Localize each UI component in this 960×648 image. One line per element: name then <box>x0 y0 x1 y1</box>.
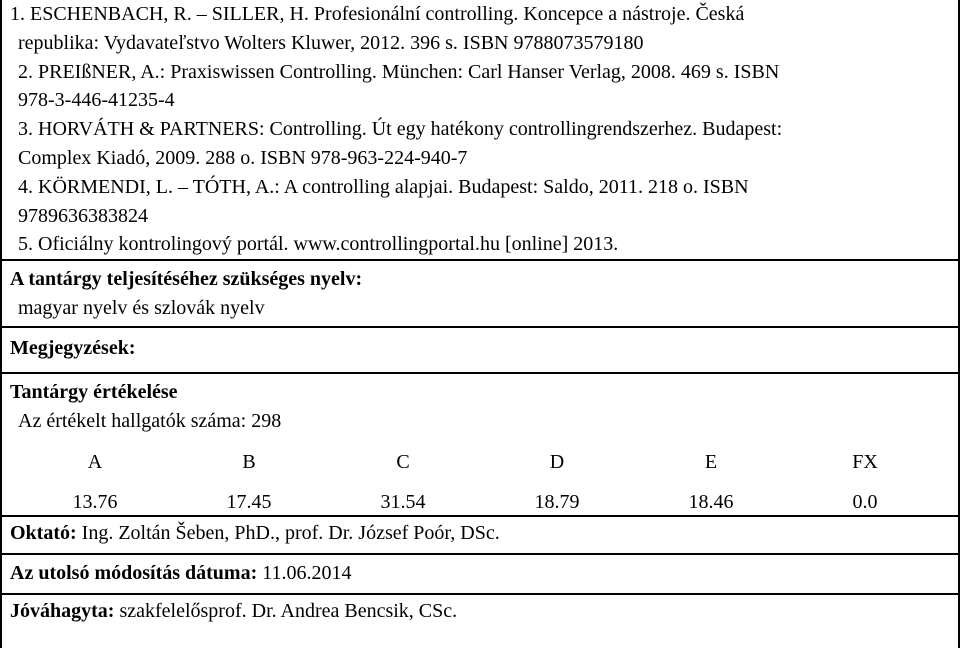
grade-label: C <box>396 450 410 473</box>
grade-label: A <box>87 450 103 473</box>
approved-value: szakfelelősprof. Dr. Andrea Bencsik, CSc. <box>114 600 458 622</box>
approved-label: Jóváhagyta: <box>10 600 115 622</box>
grade-percentage-row <box>10 484 950 520</box>
grade-label: FX <box>852 450 878 473</box>
evaluation-section <box>2 374 958 517</box>
grade-label: B <box>242 450 256 473</box>
literature-line: 3. HORVÁTH & PARTNERS: Controlling. Út egy hatékony controllingrendszerhez. Budapest: <box>18 118 783 141</box>
literature-section <box>2 0 958 261</box>
literature-line: 5. Oficiálny kontrolingový portál. www.controllingportal.hu [online] 2013. <box>18 233 619 256</box>
evaluation-heading: Tantárgy értékelése <box>10 381 178 403</box>
literature-line: 1. ESCHENBACH, R. – SILLER, H. Profesionální controlling. Koncepce a nástroje. Česká <box>10 3 745 25</box>
language-heading: A tantárgy teljesítéséhez szükséges nyelv: <box>10 268 363 290</box>
grade-percentage: 0.0 <box>852 490 878 513</box>
literature-line: 4. KÖRMENDI, L. – TÓTH, A.: A controlling alapjai. Budapest: Saldo, 2011. 218 o. ISBN <box>18 175 749 198</box>
language-value: magyar nyelv és szlovák nyelv <box>18 297 265 319</box>
grade-percentage: 17.45 <box>226 490 272 513</box>
grade-percentage: 31.54 <box>380 490 426 513</box>
teacher-section <box>2 517 958 555</box>
grade-percentage: 13.76 <box>72 490 118 513</box>
grade-percentage: 18.79 <box>534 490 580 513</box>
literature-line: 9789636383824 <box>18 204 148 227</box>
grade-label: D <box>549 450 565 473</box>
grade-header-row <box>10 444 950 480</box>
last-modified-value: 11.06.2014 <box>257 562 352 584</box>
last-modified-section <box>2 555 958 595</box>
notes-heading: Megjegyzések: <box>10 337 136 359</box>
teacher-value: Ing. Zoltán Šeben, PhD., prof. Dr. József Poór, DSc. <box>76 522 500 544</box>
language-section <box>2 261 958 328</box>
notes-section <box>2 328 958 374</box>
literature-line: 978-3-446-41235-4 <box>18 89 175 112</box>
last-modified-label: Az utolsó módosítás dátuma: <box>10 562 258 584</box>
grade-label: E <box>704 450 718 473</box>
approved-section <box>2 595 958 648</box>
grade-percentage: 18.46 <box>688 490 734 513</box>
literature-line: Complex Kiadó, 2009. 288 o. ISBN 978-963-224-940-7 <box>18 146 468 169</box>
literature-line: republika: Vydavateľstvo Wolters Kluwer, 2012. 396 s. ISBN 9788073579180 <box>18 31 644 54</box>
evaluated-count: Az értékelt hallgatók száma: 298 <box>18 410 282 432</box>
literature-line: 2. PREIßNER, A.: Praxiswissen Controlling. München: Carl Hanser Verlag, 2008. 469 s. ISBN <box>18 60 780 83</box>
teacher-label: Oktató: <box>10 522 77 544</box>
